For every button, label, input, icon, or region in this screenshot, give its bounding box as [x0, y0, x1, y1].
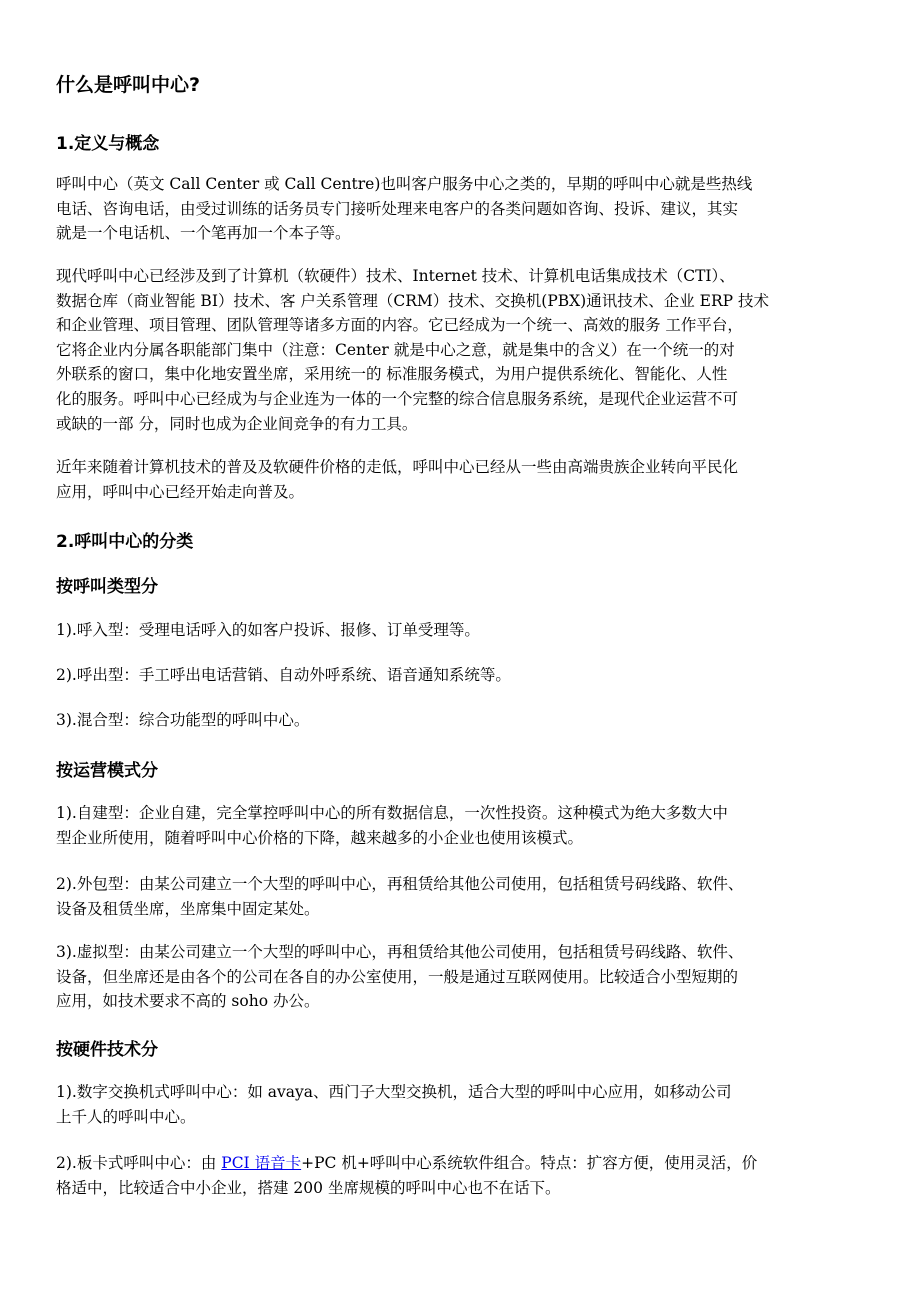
- list-item-self-built: 1).自建型：企业自建，完全掌控呼叫中心的所有数据信息，一次性投资。这种模式为绝大多数大中 型企业所使用，随着呼叫中心价格的下降，越来越多的小企业也使用该模式。: [56, 804, 728, 847]
- paragraph-modern-call-center: 现代呼叫中心已经涉及到了计算机（软硬件）技术、Internet 技术、计算机电话集成技术（CTI）、 数据仓库（商业智能 BI）技术、客 户关系管理（CRM）技术、交换机(PBX)通讯技术、企业 ERP 技术 和企业管理、项目管理、团队管理等诸多方面的内容。它已经成为一个统一、高效的服务 工作平台， 它将企业内分属各职能部门集中（注意：Center 就是中心之意，就是集中的含义）在一个统一的对 外联系的窗口，集中化地安置坐席，采用统一的 标准服务模式，为用户提供系统化、智能化、人性 化的服务。呼叫中心已经成为与企业连为一体的一个完整的综合信息服务系统，是现代企业运营不可 或缺的一部 分，同时也成为企业间竞争的有力工具。: [56, 267, 769, 433]
- list-item-digital-switch: 1).数字交换机式呼叫中心：如 avaya、西门子大型交换机，适合大型的呼叫中心应用，如移动公司 上千人的呼叫中心。: [56, 1083, 732, 1126]
- section-heading-classification: 2.呼叫中心的分类: [56, 532, 194, 552]
- subheading-by-hardware: 按硬件技术分: [56, 1040, 158, 1060]
- list-item-outbound: 2).呼出型：手工呼出电话营销、自动外呼系统、语音通知系统等。: [56, 666, 511, 684]
- page-title: 什么是呼叫中心?: [56, 74, 201, 96]
- list-item-virtual: 3).虚拟型：由某公司建立一个大型的呼叫中心，再租赁给其他公司使用，包括租赁号码线路、软件、 设备，但坐席还是由各个的公司在各自的办公室使用，一般是通过互联网使用。比较适合小型短期的 应用，如技术要求不高的 soho 办公。: [56, 943, 744, 1011]
- list-item-inbound: 1).呼入型：受理电话呼入的如客户投诉、报修、订单受理等。: [56, 621, 480, 639]
- list-item-hybrid: 3).混合型：综合功能型的呼叫中心。: [56, 711, 310, 729]
- section-heading-definition: 1.定义与概念: [56, 134, 160, 154]
- list-item-outsourced: 2).外包型：由某公司建立一个大型的呼叫中心，再租赁给其他公司使用，包括租赁号码线路、软件、 设备及租赁坐席，坐席集中固定某处。: [56, 875, 744, 918]
- paragraph-popularization: 近年来随着计算机技术的普及及软硬件价格的走低，呼叫中心已经从一些由高端贵族企业转向平民化 应用，呼叫中心已经开始走向普及。: [56, 458, 739, 501]
- paragraph-definition: 呼叫中心（英文 Call Center 或 Call Centre)也叫客户服务中心之类的，早期的呼叫中心就是些热线 电话、咨询电话，由受过训练的话务员专门接听处理来电客户的各类问题如咨询、投诉、建议，其实 就是一个电话机、一个笔再加一个本子等。: [56, 175, 753, 243]
- subheading-by-operation-mode: 按运营模式分: [56, 761, 158, 781]
- pci-voice-card-link[interactable]: PCI 语音卡: [221, 1154, 302, 1172]
- subheading-by-call-type: 按呼叫类型分: [56, 577, 158, 597]
- list-item-board-card: 2).板卡式呼叫中心：由 PCI 语音卡+PC 机+呼叫中心系统软件组合。特点：扩容方便，使用灵活，价 格适中，比较适合中小企业，搭建 200 坐席规模的呼叫中心也不在话下。: [56, 1154, 758, 1197]
